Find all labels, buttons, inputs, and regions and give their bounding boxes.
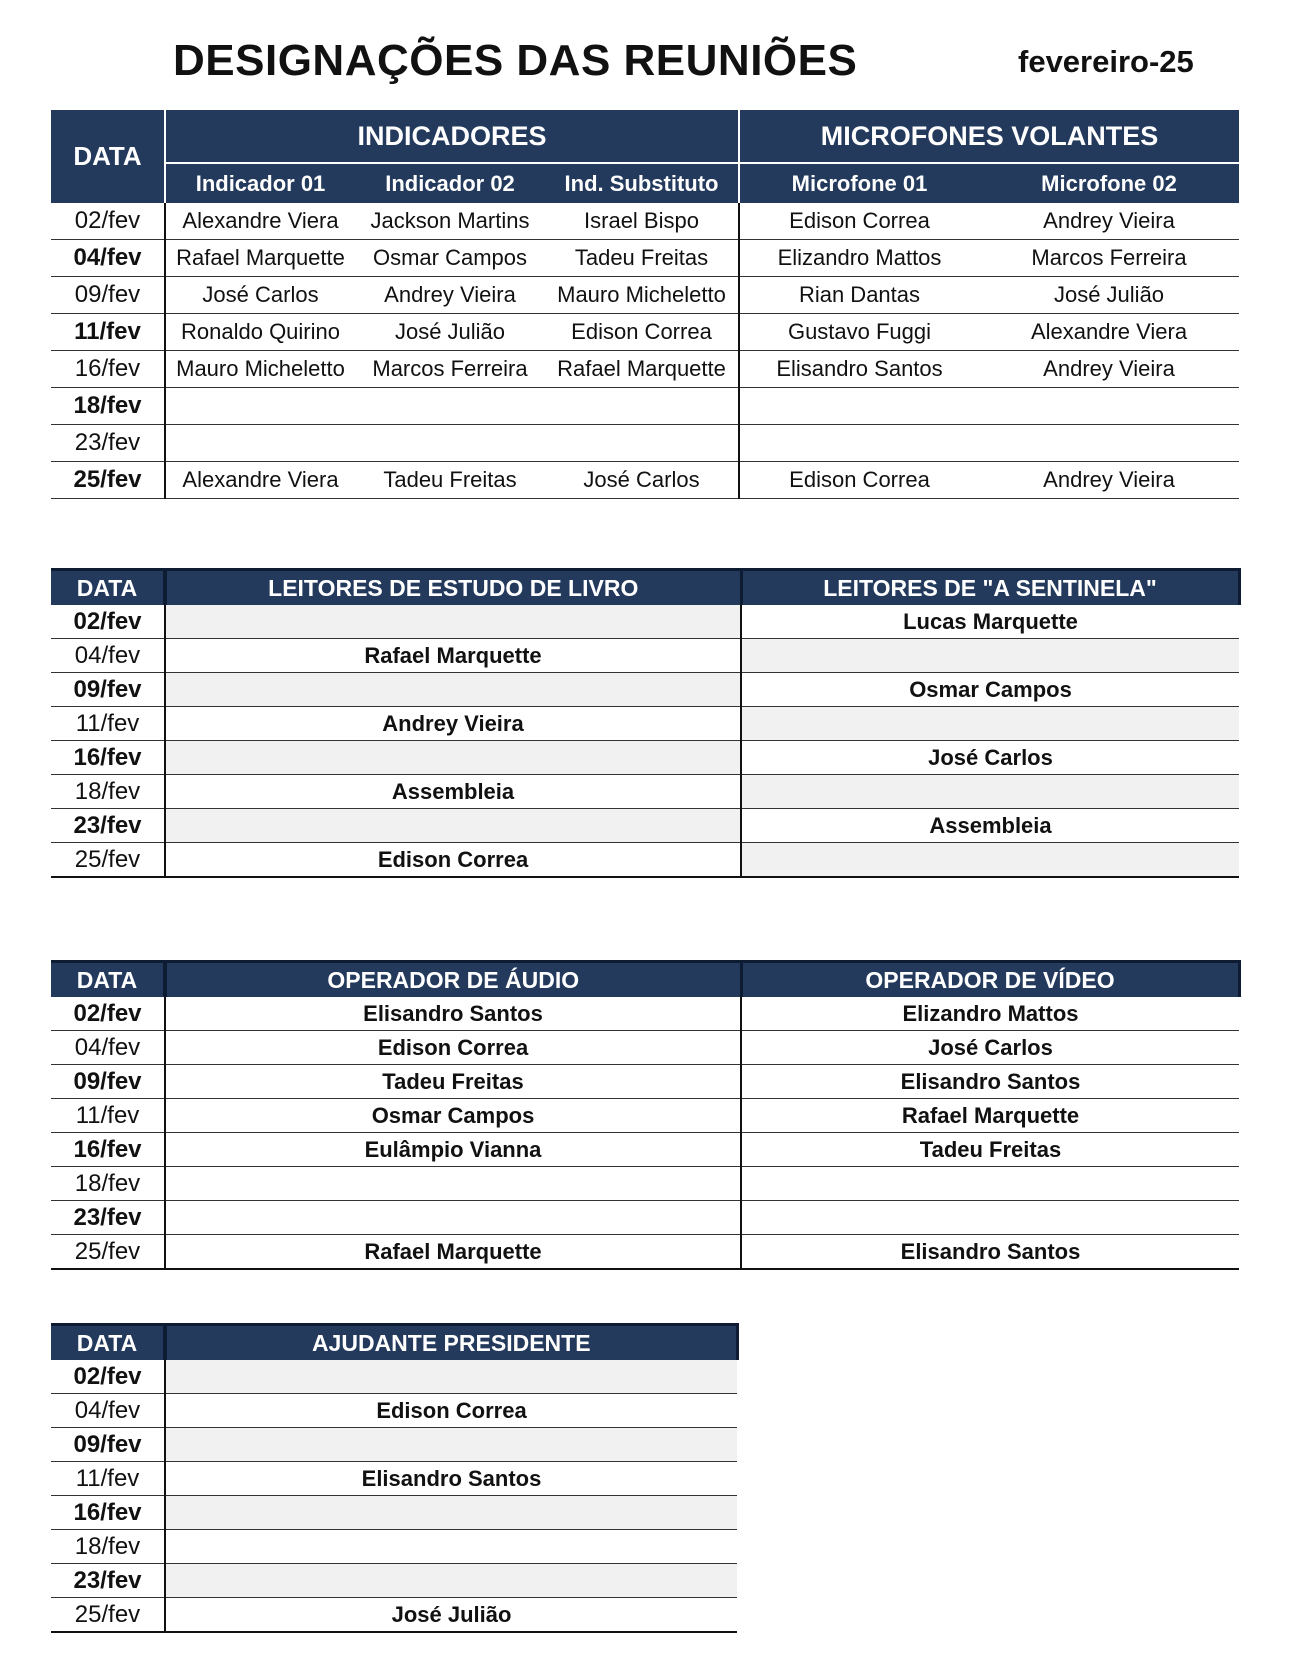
header-ajudante-presidente: AJUDANTE PRESIDENTE [165,1325,737,1361]
indicador-02-cell [355,425,545,462]
ajudante-cell [165,1428,737,1462]
microfone-02-cell: Andrey Vieira [979,462,1239,499]
header-data: DATA [51,110,165,203]
date-cell: 04/fev [51,1394,165,1428]
leitor-sentinela-cell: Lucas Marquette [741,605,1239,639]
indicador-02-cell: José Julião [355,314,545,351]
header-indicador-01: Indicador 01 [165,163,355,203]
date-cell: 25/fev [51,843,165,878]
date-cell: 18/fev [51,775,165,809]
table-row [51,809,1239,843]
leitor-livro-cell [165,605,741,639]
indicador-01-cell: Mauro Micheletto [165,351,355,388]
table-row [51,707,1239,741]
indicador-02-cell: Jackson Martins [355,203,545,240]
indicador-01-cell: Ronaldo Quirino [165,314,355,351]
operador-video-cell [741,1201,1239,1235]
date-cell: 23/fev [51,1201,165,1235]
ajudante-table [51,1323,739,1633]
ind-substituto-cell: Rafael Marquette [545,351,739,388]
microfone-01-cell: Gustavo Fuggi [739,314,979,351]
leitor-sentinela-cell: Assembleia [741,809,1239,843]
microfone-02-cell: Andrey Vieira [979,203,1239,240]
date-cell: 16/fev [51,351,165,388]
table-row [51,843,1239,878]
ind-substituto-cell: Edison Correa [545,314,739,351]
operador-video-cell: Rafael Marquette [741,1099,1239,1133]
microfone-02-cell: José Julião [979,277,1239,314]
table-row [51,605,1239,639]
indicador-02-cell: Andrey Vieira [355,277,545,314]
table-row [51,1167,1239,1201]
microfone-01-cell: Rian Dantas [739,277,979,314]
table-row [51,1031,1239,1065]
microfone-02-cell [979,388,1239,425]
indicador-01-cell [165,425,355,462]
header-data: DATA [51,962,165,998]
indicador-01-cell [165,388,355,425]
microfone-01-cell: Edison Correa [739,203,979,240]
ind-substituto-cell [545,388,739,425]
header-microfones: MICROFONES VOLANTES [739,110,1239,163]
leitor-sentinela-cell [741,707,1239,741]
header-indicadores: INDICADORES [165,110,739,163]
date-cell: 02/fev [51,1360,165,1394]
operador-audio-cell: Edison Correa [165,1031,741,1065]
leitor-sentinela-cell [741,775,1239,809]
header-leitores-livro: LEITORES DE ESTUDO DE LIVRO [165,570,741,606]
operador-audio-cell: Tadeu Freitas [165,1065,741,1099]
operador-audio-cell: Rafael Marquette [165,1235,741,1270]
header-microfone-02: Microfone 02 [979,163,1239,203]
table-row [51,1530,737,1564]
leitor-livro-cell: Edison Correa [165,843,741,878]
header-leitores-sentinela: LEITORES DE "A SENTINELA" [741,570,1239,606]
ind-substituto-cell: Mauro Micheletto [545,277,739,314]
table-row [51,673,1239,707]
ajudante-cell [165,1496,737,1530]
table-row [51,240,1239,277]
page-title: DESIGNAÇÕES DAS REUNIÕES [173,36,858,85]
table-row [51,462,1239,499]
date-cell: 09/fev [51,1428,165,1462]
table-row [51,1462,737,1496]
operador-video-cell: Elisandro Santos [741,1235,1239,1270]
date-cell: 16/fev [51,741,165,775]
table-row [51,1235,1239,1270]
operador-video-cell: Elisandro Santos [741,1065,1239,1099]
table-row [51,1598,737,1633]
indicador-02-cell [355,388,545,425]
microfone-02-cell [979,425,1239,462]
leitor-livro-cell [165,809,741,843]
date-cell: 11/fev [51,1099,165,1133]
date-cell: 02/fev [51,605,165,639]
ind-substituto-cell: Israel Bispo [545,203,739,240]
microfone-02-cell: Alexandre Viera [979,314,1239,351]
table-row [51,388,1239,425]
indicador-01-cell: José Carlos [165,277,355,314]
microfone-01-cell: Elizandro Mattos [739,240,979,277]
header-data: DATA [51,570,165,606]
indicador-02-cell: Osmar Campos [355,240,545,277]
ajudante-cell [165,1564,737,1598]
operador-video-cell: José Carlos [741,1031,1239,1065]
header-data: DATA [51,1325,165,1361]
table-row [51,1065,1239,1099]
leitores-table [51,568,1241,878]
operador-audio-cell [165,1201,741,1235]
date-cell: 04/fev [51,639,165,673]
ajudante-cell: Elisandro Santos [165,1462,737,1496]
operador-video-cell: Tadeu Freitas [741,1133,1239,1167]
header-operador-audio: OPERADOR DE ÁUDIO [165,962,741,998]
date-cell: 25/fev [51,1235,165,1270]
table-row [51,351,1239,388]
header-microfone-01: Microfone 01 [739,163,979,203]
indicador-01-cell: Rafael Marquette [165,240,355,277]
indicador-01-cell: Alexandre Viera [165,462,355,499]
leitor-livro-cell: Assembleia [165,775,741,809]
month-label: fevereiro-25 [1018,44,1194,79]
table-row [51,1201,1239,1235]
leitor-livro-cell: Rafael Marquette [165,639,741,673]
ajudante-cell: Edison Correa [165,1394,737,1428]
microfone-01-cell [739,425,979,462]
table-row [51,314,1239,351]
date-cell: 09/fev [51,277,165,314]
operador-audio-cell: Eulâmpio Vianna [165,1133,741,1167]
ind-substituto-cell [545,425,739,462]
date-cell: 16/fev [51,1496,165,1530]
operador-audio-cell: Elisandro Santos [165,997,741,1031]
ind-substituto-cell: José Carlos [545,462,739,499]
table-row [51,997,1239,1031]
date-cell: 09/fev [51,673,165,707]
table-row [51,1133,1239,1167]
indicador-02-cell: Marcos Ferreira [355,351,545,388]
leitor-sentinela-cell [741,843,1239,878]
date-cell: 25/fev [51,462,165,499]
table-row [51,741,1239,775]
date-cell: 25/fev [51,1598,165,1633]
leitor-sentinela-cell [741,639,1239,673]
microfone-02-cell: Marcos Ferreira [979,240,1239,277]
ajudante-cell [165,1530,737,1564]
header-ind-substituto: Ind. Substituto [545,163,739,203]
date-cell: 11/fev [51,1462,165,1496]
header-indicador-02: Indicador 02 [355,163,545,203]
table-row [51,1099,1239,1133]
leitor-sentinela-cell: Osmar Campos [741,673,1239,707]
table-row [51,203,1239,240]
table-row [51,639,1239,673]
date-cell: 23/fev [51,809,165,843]
operador-audio-cell [165,1167,741,1201]
date-cell: 18/fev [51,388,165,425]
ajudante-cell: José Julião [165,1598,737,1633]
date-cell: 11/fev [51,707,165,741]
operadores-table [51,960,1241,1270]
date-cell: 16/fev [51,1133,165,1167]
ajudante-cell [165,1360,737,1394]
date-cell: 04/fev [51,240,165,277]
date-cell: 09/fev [51,1065,165,1099]
table-row [51,1564,737,1598]
date-cell: 11/fev [51,314,165,351]
date-cell: 18/fev [51,1530,165,1564]
microfone-02-cell: Andrey Vieira [979,351,1239,388]
indicador-02-cell: Tadeu Freitas [355,462,545,499]
date-cell: 18/fev [51,1167,165,1201]
table-row [51,1496,737,1530]
table-row [51,1428,737,1462]
indicador-01-cell: Alexandre Viera [165,203,355,240]
microfone-01-cell [739,388,979,425]
date-cell: 04/fev [51,1031,165,1065]
leitor-livro-cell [165,673,741,707]
leitor-livro-cell: Andrey Vieira [165,707,741,741]
operador-audio-cell: Osmar Campos [165,1099,741,1133]
microfone-01-cell: Elisandro Santos [739,351,979,388]
table-row [51,425,1239,462]
indicadores-table [51,110,1239,499]
operador-video-cell: Elizandro Mattos [741,997,1239,1031]
table-row [51,775,1239,809]
operador-video-cell [741,1167,1239,1201]
microfone-01-cell: Edison Correa [739,462,979,499]
table-row [51,277,1239,314]
date-cell: 02/fev [51,203,165,240]
header-operador-video: OPERADOR DE VÍDEO [741,962,1239,998]
date-cell: 23/fev [51,1564,165,1598]
table-row [51,1394,737,1428]
date-cell: 02/fev [51,997,165,1031]
leitor-sentinela-cell: José Carlos [741,741,1239,775]
leitor-livro-cell [165,741,741,775]
table-row [51,1360,737,1394]
date-cell: 23/fev [51,425,165,462]
ind-substituto-cell: Tadeu Freitas [545,240,739,277]
